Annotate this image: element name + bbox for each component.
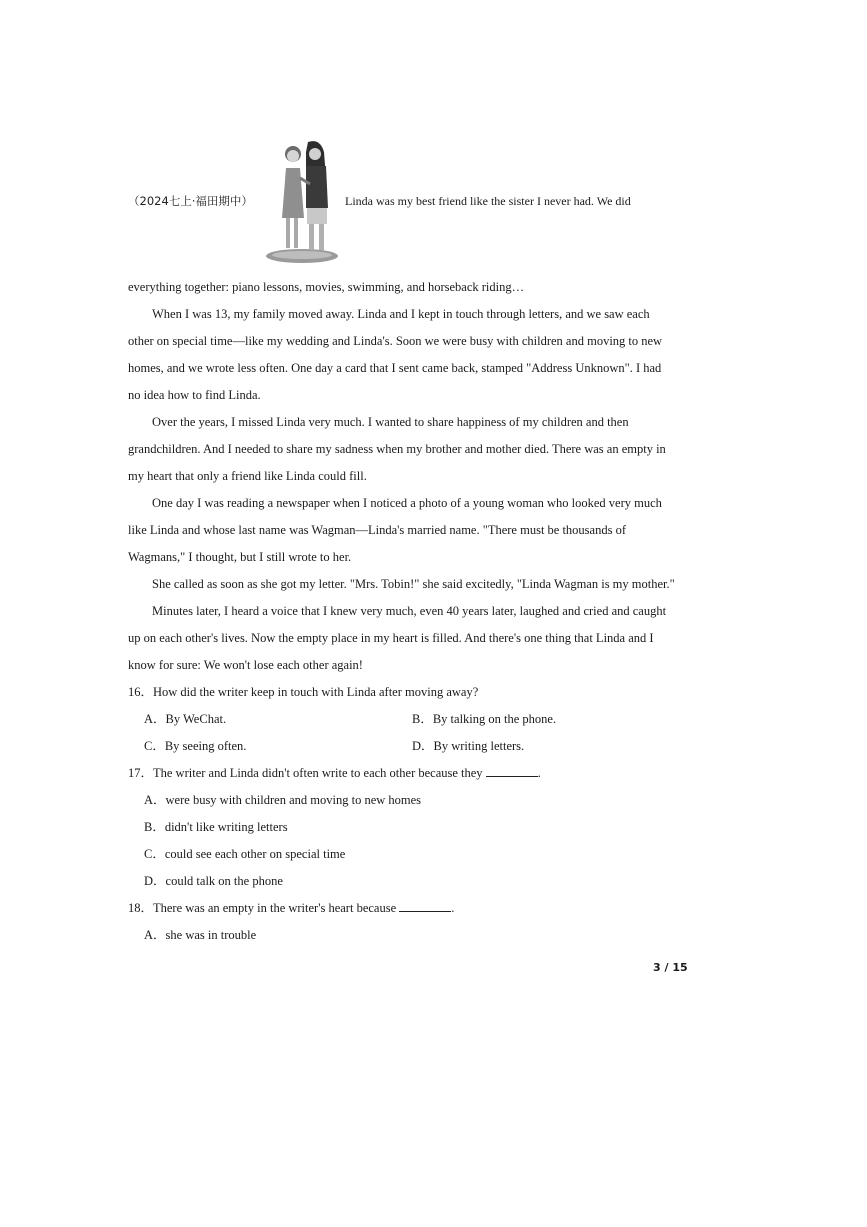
passage-line: no idea how to find Linda. [128,388,261,402]
two-girls-illustration [264,138,340,264]
passage-line: other on special time—like my wedding and Linda's. Soon we were busy with children and moving to new [128,334,663,348]
passage-line: up on each other's lives. Now the empty place in my heart is filled. And there's one thing that Linda and I [128,631,654,645]
question-17-option-d[interactable]: D．could talk on the phone [144,874,283,888]
question-17-option-c[interactable]: C．could see each other on special time [144,847,346,861]
passage-line: Minutes later, I heard a voice that I knew very much, even 40 years later, laughed and cried and caught [152,604,667,618]
source-tag: （2024七上·福田期中） [128,194,253,208]
passage-line: She called as soon as she got my letter. "Mrs. Tobin!" she said excitedly, "Linda Wagman is my mother." [152,577,675,591]
passage-line: know for sure: We won't lose each other again! [128,658,363,672]
answer-blank [399,900,451,912]
passage-line: grandchildren. And I needed to share my sadness when my brother and mother died. There was an empty in [128,442,666,456]
passage-line: Over the years, I missed Linda very much. I wanted to share happiness of my children and then [152,415,629,429]
question-17-option-a[interactable]: A．were busy with children and moving to new homes [144,793,422,807]
passage-line: homes, and we wrote less often. One day a card that I sent came back, stamped "Address Unknown". I had [128,361,662,375]
passage-line: my heart that only a friend like Linda could fill. [128,469,367,483]
question-17-option-b[interactable]: B．didn't like writing letters [144,820,288,834]
question-18-text: 18．There was an empty in the writer's heart because [128,901,397,915]
question-17-end: . [537,766,541,780]
passage-intro: Linda was my best friend like the sister I never had. We did [345,194,631,208]
question-16-option-d[interactable]: D．By writing letters. [412,739,525,753]
question-17-stem [128,765,541,781]
question-18-end: . [451,901,455,915]
answer-blank [486,765,538,777]
passage-line: One day I was reading a newspaper when I noticed a photo of a young woman who looked very much [152,496,662,510]
question-17-text: 17．The writer and Linda didn't often write to each other because they [128,766,483,780]
question-16-option-c[interactable]: C．By seeing often. [144,739,247,753]
question-18-option-a[interactable]: A．she was in trouble [144,928,257,942]
question-18-stem [128,900,454,916]
passage-line: like Linda and whose last name was Wagman—Linda's married name. "There must be thousands of [128,523,626,537]
page-number: 3 / 15 [653,961,688,974]
passage-line: When I was 13, my family moved away. Linda and I kept in touch through letters, and we saw each [152,307,650,321]
question-16-option-a[interactable]: A．By WeChat. [144,712,227,726]
passage-line: everything together: piano lessons, movies, swimming, and horseback riding… [128,280,525,294]
passage-line: Wagmans," I thought, but I still wrote to her. [128,550,352,564]
question-16-option-b[interactable]: B．By talking on the phone. [412,712,557,726]
question-16-stem: 16．How did the writer keep in touch with Linda after moving away? [128,685,479,699]
